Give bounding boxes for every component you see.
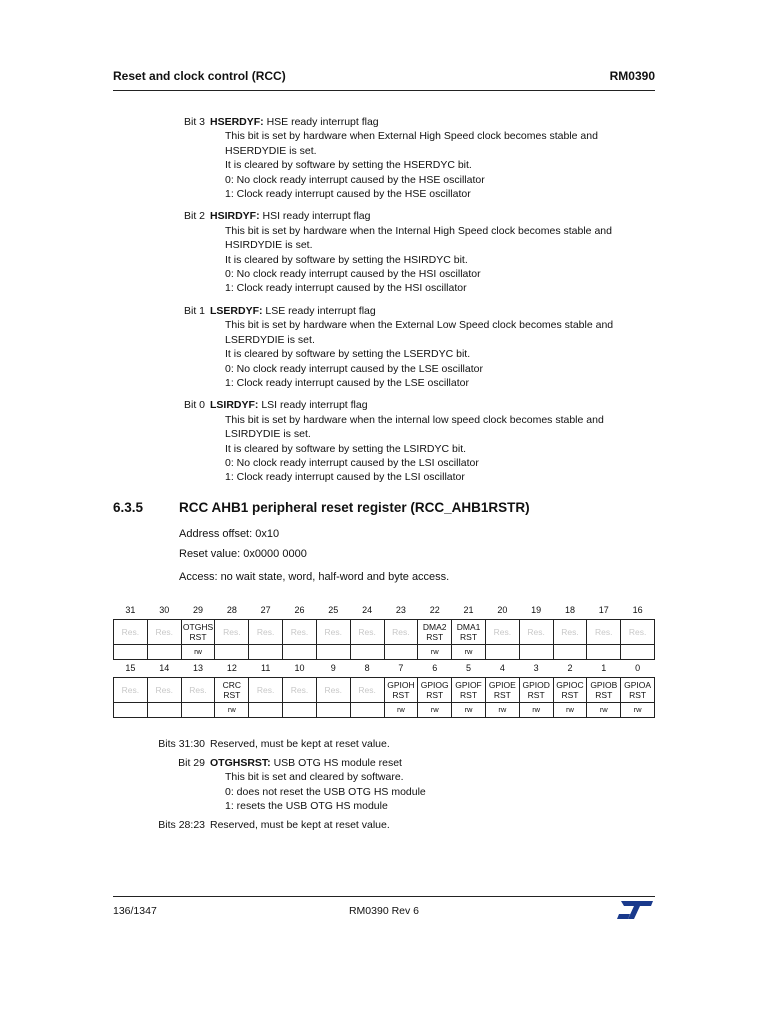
bit-index-cell: 6 [432, 663, 438, 674]
bit-field-cell: Res. [283, 619, 317, 644]
bit-field-title: LSE ready interrupt flag [262, 304, 376, 317]
bit-index-cell: 19 [531, 605, 542, 616]
bit-index-cell: 7 [398, 663, 404, 674]
bit-access-cell [350, 702, 384, 717]
bit-field-title: Reserved, must be kept at reset value. [210, 738, 390, 750]
bit-field-cell: GPIOB RST [587, 677, 621, 702]
register-row-acc [114, 702, 655, 717]
bit-field-name: LSIRDYF: [210, 399, 259, 412]
bit-access-cell: rw [553, 702, 587, 717]
bit-index-cell: 22 [429, 605, 440, 616]
bit-access-cell: rw [181, 644, 215, 659]
bit-access-cell [350, 644, 384, 659]
bit-index-cell: 25 [328, 605, 339, 616]
bit-field-cell: OTGHS RST [181, 619, 215, 644]
bit-field-cell: GPIOF RST [452, 677, 486, 702]
bit-field-cell: GPIOG RST [418, 677, 452, 702]
bit-field-cell: Res. [316, 677, 350, 702]
bit-index-cell: 29 [193, 605, 204, 616]
bit-number: Bit 0 [183, 399, 205, 412]
bit-number: Bit 2 [183, 210, 205, 223]
page-footer [113, 905, 655, 921]
bit-description-line: 0: No clock ready interrupt caused by the HSI oscillator [225, 268, 481, 281]
st-logo-icon [615, 899, 655, 921]
bit-field-title: LSI ready interrupt flag [258, 399, 368, 412]
bit-description [113, 818, 658, 832]
bit-access-cell: rw [418, 644, 452, 659]
bit-index-cell: 4 [499, 663, 505, 674]
bit-access-cell [384, 644, 418, 659]
bit-access-cell [283, 644, 317, 659]
bit-description [113, 209, 658, 295]
bit-index-cell: 14 [159, 663, 170, 674]
bit-access-cell: rw [621, 702, 655, 717]
bit-number: Bit 3 [183, 116, 205, 128]
bit-description-line: 0: No clock ready interrupt caused by the LSE oscillator [225, 362, 483, 375]
bit-index-cell: 23 [395, 605, 406, 616]
bit-field-cell: Res. [147, 677, 181, 702]
bit-field-cell: GPIOE RST [485, 677, 519, 702]
bit-field-name: OTGHSRST: [210, 757, 271, 770]
bit-description-line: It is cleared by software by setting the LSIRDYC bit. [225, 442, 467, 455]
bit-access-cell [114, 702, 148, 717]
bit-description-line: 1: resets the USB OTG HS module [225, 799, 388, 812]
bit-index-cell: 1 [601, 663, 607, 674]
bit-index-cell: 24 [362, 605, 373, 616]
bit-field-cell: DMA2 RST [418, 619, 452, 644]
access-info: Access: no wait state, word, half-word and byte access. [179, 571, 450, 583]
bit-description-line: HSERDYDIE is set. [225, 144, 317, 157]
bit-access-cell: rw [452, 702, 486, 717]
bit-field-cell: Res. [553, 619, 587, 644]
bit-description-line: It is cleared by software by setting the HSIRDYC bit. [225, 253, 468, 266]
section-heading [113, 500, 530, 515]
bit-field-name: HSERDYF: [210, 116, 264, 128]
bit-number: Bits 31:30 [158, 738, 205, 750]
bit-field-cell: Res. [181, 677, 215, 702]
register-row-num [114, 602, 655, 619]
bit-description [113, 398, 658, 484]
bit-access-cell: rw [418, 702, 452, 717]
bit-description [113, 115, 658, 201]
bit-field-cell: Res. [587, 619, 621, 644]
bit-description-line: LSIRDYDIE is set. [225, 428, 311, 441]
bit-field-title: USB OTG HS module reset [270, 757, 402, 770]
bit-field-cell: Res. [147, 619, 181, 644]
bit-index-cell: 11 [260, 663, 271, 674]
bit-index-cell: 9 [330, 663, 336, 674]
bit-access-cell [249, 644, 283, 659]
bit-field-name: LSERDYF: [210, 304, 263, 317]
bit-description-line: HSIRDYDIE is set. [225, 239, 313, 252]
bit-heading [113, 209, 658, 223]
bit-access-cell [587, 644, 621, 659]
bit-field-cell: Res. [249, 677, 283, 702]
register-row-name [114, 677, 655, 702]
bit-field-cell: Res. [519, 619, 553, 644]
register-row-acc [114, 644, 655, 659]
bit-field-cell: Res. [621, 619, 655, 644]
bit-access-cell: rw [452, 644, 486, 659]
bit-description-line: 1: Clock ready interrupt caused by the LSI oscillator [225, 471, 465, 484]
bit-description [113, 304, 658, 390]
register-row-name [114, 619, 655, 644]
bit-field-cell: GPIOD RST [519, 677, 553, 702]
address-offset: Address offset: 0x10 [179, 528, 280, 540]
bit-description-line: It is cleared by software by setting the LSERDYC bit. [225, 348, 471, 361]
bit-heading [113, 115, 658, 129]
bit-number: Bit 29 [178, 757, 205, 770]
bit-number: Bit 1 [183, 304, 205, 317]
bit-index-cell: 0 [635, 663, 641, 674]
bit-index-cell: 8 [364, 663, 370, 674]
bit-heading [113, 756, 658, 770]
bit-index-cell: 26 [294, 605, 305, 616]
bit-index-cell: 2 [567, 663, 573, 674]
page-number: 136/1347 [113, 905, 157, 917]
header-section-title: Reset and clock control (RCC) [113, 69, 286, 83]
bit-descriptions-top [113, 115, 658, 493]
bit-field-cell: GPIOA RST [621, 677, 655, 702]
bit-field-cell: Res. [215, 619, 249, 644]
bit-access-cell [621, 644, 655, 659]
page-header [113, 69, 655, 87]
bit-description-line: This bit is set and cleared by software. [225, 771, 404, 784]
bit-description [113, 737, 658, 751]
bit-index-cell: 21 [463, 605, 474, 616]
bit-access-cell [181, 702, 215, 717]
bit-access-cell [519, 644, 553, 659]
bit-access-cell [553, 644, 587, 659]
bit-index-cell: 28 [226, 605, 237, 616]
bit-index-cell: 30 [159, 605, 170, 616]
bit-access-cell [249, 702, 283, 717]
bit-number: Bits 28:23 [158, 819, 205, 832]
bit-field-cell: Res. [485, 619, 519, 644]
footer-divider [113, 896, 655, 897]
bit-access-cell: rw [384, 702, 418, 717]
bit-access-cell [316, 644, 350, 659]
bit-field-cell: GPIOH RST [384, 677, 418, 702]
bit-field-name: HSIRDYF: [210, 210, 260, 223]
bit-description-line: 1: Clock ready interrupt caused by the HSE oscillator [225, 188, 471, 201]
bit-heading [113, 304, 658, 318]
bit-description [113, 756, 658, 813]
bit-index-cell: 10 [294, 663, 305, 674]
bit-field-cell: Res. [350, 677, 384, 702]
bit-heading [113, 737, 658, 751]
bit-description-line: This bit is set by hardware when External High Speed clock becomes stable and [225, 130, 598, 143]
bit-access-cell: rw [485, 702, 519, 717]
bit-description-line: 0: does not reset the USB OTG HS module [225, 785, 426, 798]
bit-description-line: 1: Clock ready interrupt caused by the LSE oscillator [225, 376, 469, 389]
bit-index-cell: 12 [226, 663, 237, 674]
bit-description-line: 0: No clock ready interrupt caused by the LSI oscillator [225, 456, 479, 469]
bit-access-cell [147, 644, 181, 659]
bit-description-line: This bit is set by hardware when the internal low speed clock becomes stable and [225, 413, 604, 426]
bit-field-cell: Res. [114, 619, 148, 644]
register-row-num [114, 660, 655, 677]
bit-access-cell [283, 702, 317, 717]
bit-index-cell: 15 [125, 663, 136, 674]
bit-field-cell: Res. [384, 619, 418, 644]
bit-index-cell: 13 [193, 663, 204, 674]
bit-access-cell [215, 644, 249, 659]
bit-field-cell: GPIOC RST [553, 677, 587, 702]
bit-index-cell: 31 [125, 605, 136, 616]
bit-index-cell: 3 [533, 663, 539, 674]
reset-value: Reset value: 0x0000 0000 [179, 548, 307, 560]
bit-field-title: HSI ready interrupt flag [259, 210, 371, 223]
register-table-upper [113, 602, 655, 660]
bit-heading [113, 398, 658, 412]
bit-index-cell: 20 [497, 605, 508, 616]
bit-index-cell: 17 [598, 605, 609, 616]
bit-field-cell: Res. [249, 619, 283, 644]
section-title: RCC AHB1 peripheral reset register (RCC_AHB1RSTR) [179, 500, 530, 515]
bit-access-cell: rw [587, 702, 621, 717]
bit-description-line: LSERDYDIE is set. [225, 333, 315, 346]
bit-description-line: 1: Clock ready interrupt caused by the HSI oscillator [225, 282, 467, 295]
bit-access-cell: rw [215, 702, 249, 717]
bit-descriptions-bottom [113, 737, 658, 837]
header-divider [113, 90, 655, 91]
bit-field-cell: Res. [350, 619, 384, 644]
bit-description-line: This bit is set by hardware when the External Low Speed clock becomes stable and [225, 319, 614, 332]
bit-field-cell: Res. [114, 677, 148, 702]
bit-access-cell [114, 644, 148, 659]
bit-field-cell: CRC RST [215, 677, 249, 702]
register-table-lower [113, 660, 655, 718]
bit-field-cell: Res. [283, 677, 317, 702]
bit-access-cell [147, 702, 181, 717]
bit-field-cell: Res. [316, 619, 350, 644]
bit-description-line: This bit is set by hardware when the Internal High Speed clock becomes stable and [225, 224, 612, 237]
bit-access-cell [485, 644, 519, 659]
section-number: 6.3.5 [113, 500, 144, 515]
bit-access-cell: rw [519, 702, 553, 717]
bit-index-cell: 18 [564, 605, 575, 616]
bit-access-cell [316, 702, 350, 717]
header-doc-id: RM0390 [609, 69, 655, 83]
bit-field-cell: DMA1 RST [452, 619, 486, 644]
document-revision: RM0390 Rev 6 [348, 905, 420, 917]
bit-description-line: 0: No clock ready interrupt caused by the HSE oscillator [225, 173, 485, 186]
bit-index-cell: 16 [632, 605, 643, 616]
bit-description-line: It is cleared by software by setting the HSERDYC bit. [225, 159, 472, 172]
bit-field-title: Reserved, must be kept at reset value. [210, 819, 390, 832]
bit-heading [113, 818, 658, 832]
bit-index-cell: 27 [260, 605, 271, 616]
bit-index-cell: 5 [466, 663, 472, 674]
bit-field-title: HSE ready interrupt flag [263, 116, 379, 128]
